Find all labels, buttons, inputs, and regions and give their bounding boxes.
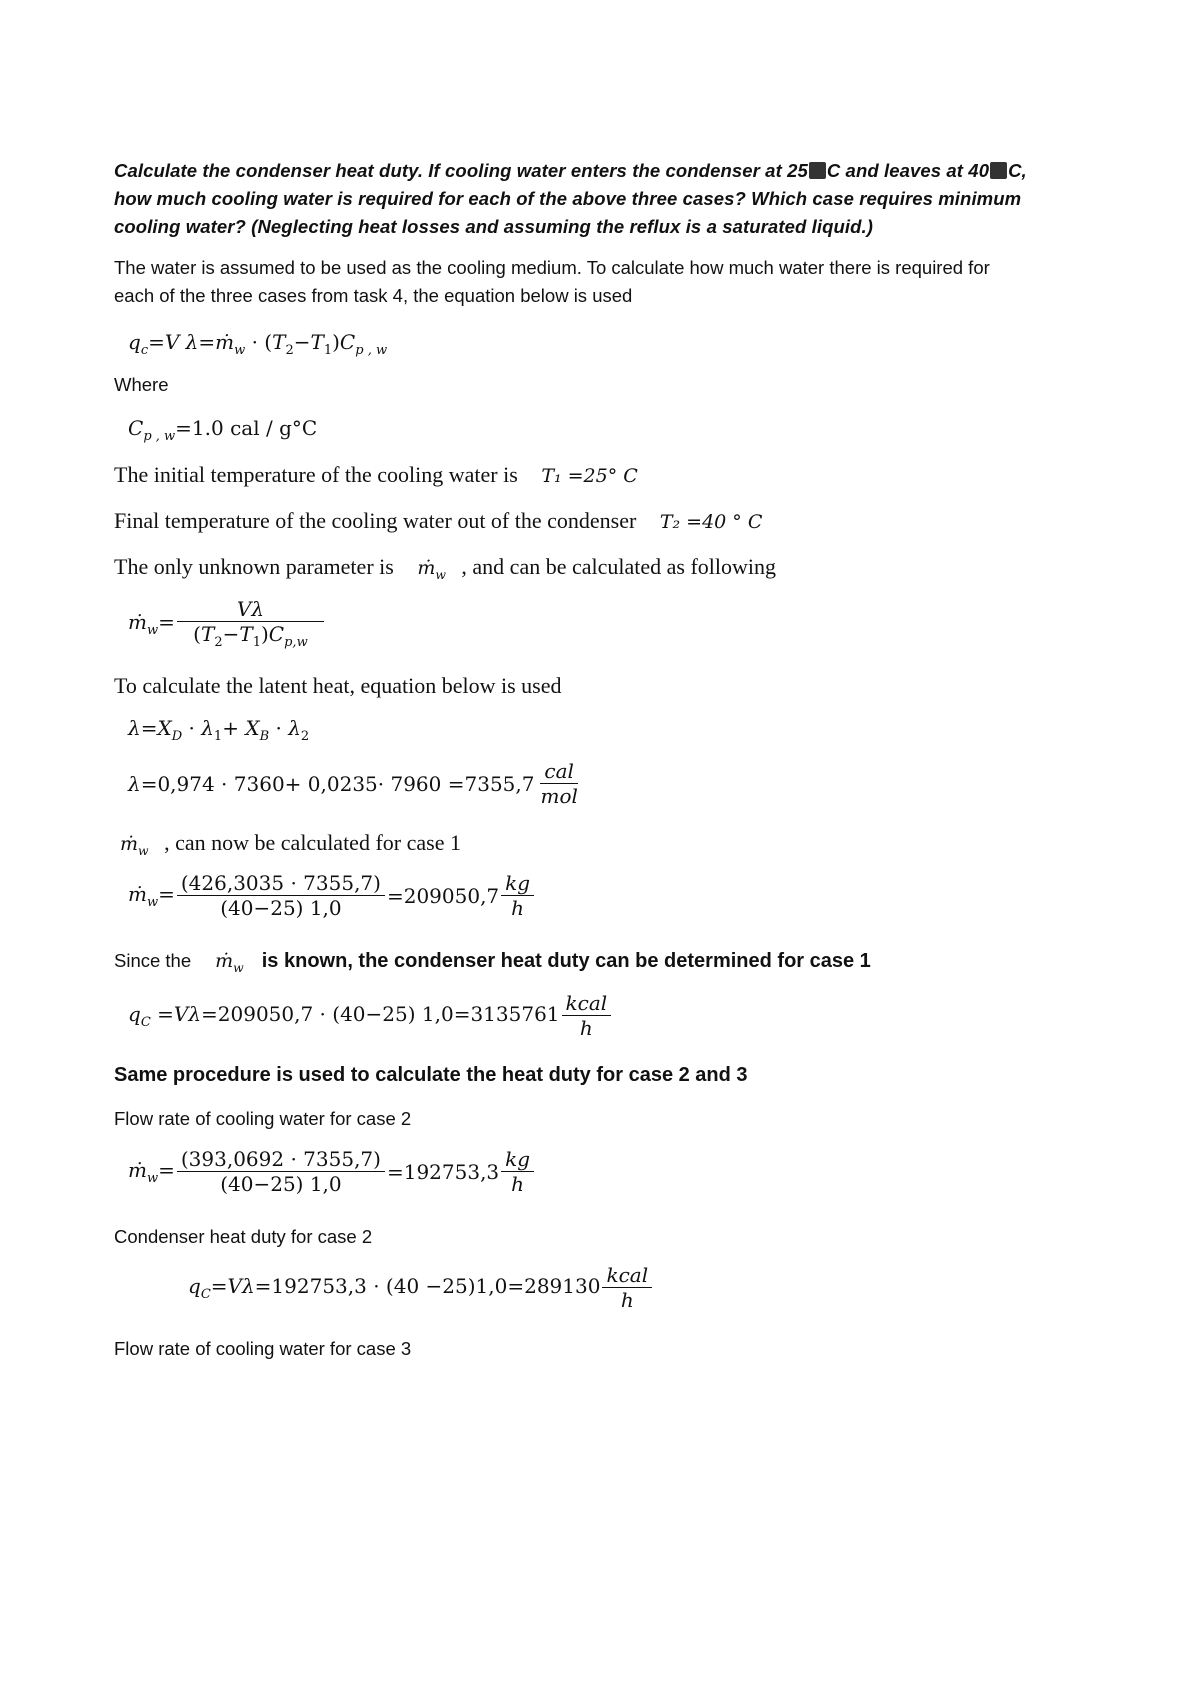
case1-intro: ṁ$_w$ , can now be calculated for case 1 [120, 830, 461, 858]
duty2-label: Condenser heat duty for case 2 [114, 1226, 373, 1247]
question-line-1: Calculate the condenser heat duty. If cooling water enters the condenser at 25 C and leaves at 40 C, [114, 160, 1027, 181]
question-line-2: how much cooling water is required for each of the above three cases? Which case requires minimum [114, 188, 1022, 209]
cpw-equation: $C_{p , w}=1.0$ cal / g°C [128, 416, 318, 444]
lambda-values-equation: λ=0,974 · 7360+ 0,0235· 7960 =7355,7 $\frac{\text{cal}}{\text{mol}}$ [128, 759, 578, 808]
t1-line: The initial temperature of the cooling water is T₁ =25° C [114, 462, 638, 487]
flow3-label: Flow rate of cooling water for case 3 [114, 1338, 412, 1359]
case2-flow-equation: ṁ$_w$= $\frac{(393,0692 \cdot 7355,7)}{(40-25) 1,0}$ =192753,3 $\frac{kg}{h}$ [128, 1148, 536, 1196]
mw-formula: ṁ$_w$= $\frac{V\lambda}{(T_2-T_1)C_{p,w}}$ [128, 598, 326, 651]
flow2-label: Flow rate of cooling water for case 2 [114, 1108, 412, 1129]
degree-glyph-icon [809, 162, 826, 179]
same-procedure-heading: Same procedure is used to calculate the heat duty for case 2 and 3 [114, 1064, 748, 1086]
intro-line-1: The water is assumed to be used as the cooling medium. To calculate how much water there is required for [114, 257, 990, 278]
lambda-equation: $\lambda=X_D \cdot \lambda_1+ X_B \cdot \lambda_2$ [128, 716, 310, 744]
t1-value: T₁ =25° C [541, 465, 638, 487]
degree-glyph-icon [990, 162, 1007, 179]
where-label: Where [114, 374, 169, 395]
t2-value: T₂ =40 ° C [659, 511, 763, 533]
t2-line: Final temperature of the cooling water out of the condenser T₂ =40 ° C [114, 508, 763, 533]
heat-duty-equation: $q_c=V$ λ=ṁ$_w$ · $(T_2-T_1)C_{p , w}$ [128, 330, 388, 358]
intro-line-2: each of the three cases from task 4, the equation below is used [114, 285, 633, 306]
latent-heat-text: To calculate the latent heat, equation below is used [114, 673, 562, 698]
case1-flow-equation: ṁ$_w$= $\frac{(426,3035 \cdot 7355,7)}{(40-25) 1,0}$ =209050,7 $\frac{kg}{h}$ [128, 872, 536, 920]
case2-duty-equation: $q_C=V\lambda=192753,3 \cdot (40 -25)1,0=289130$ $\frac{\text{kcal}}{h}$ [188, 1264, 654, 1312]
since-line: Since the ṁ$_w$ is known, the condenser heat duty can be determined for case 1 [114, 950, 871, 975]
question-line-3: cooling water? (Neglecting heat losses and assuming the reflux is a saturated liquid.) [114, 216, 874, 237]
unknown-line: The only unknown parameter is ṁ$_w$ , and can be calculated as following [114, 554, 777, 582]
case1-duty-equation: $q_C =V\lambda=209050,7 \cdot (40-25)$ 1,0=3135761 $\frac{\text{kcal}}{h}$ [128, 992, 613, 1040]
